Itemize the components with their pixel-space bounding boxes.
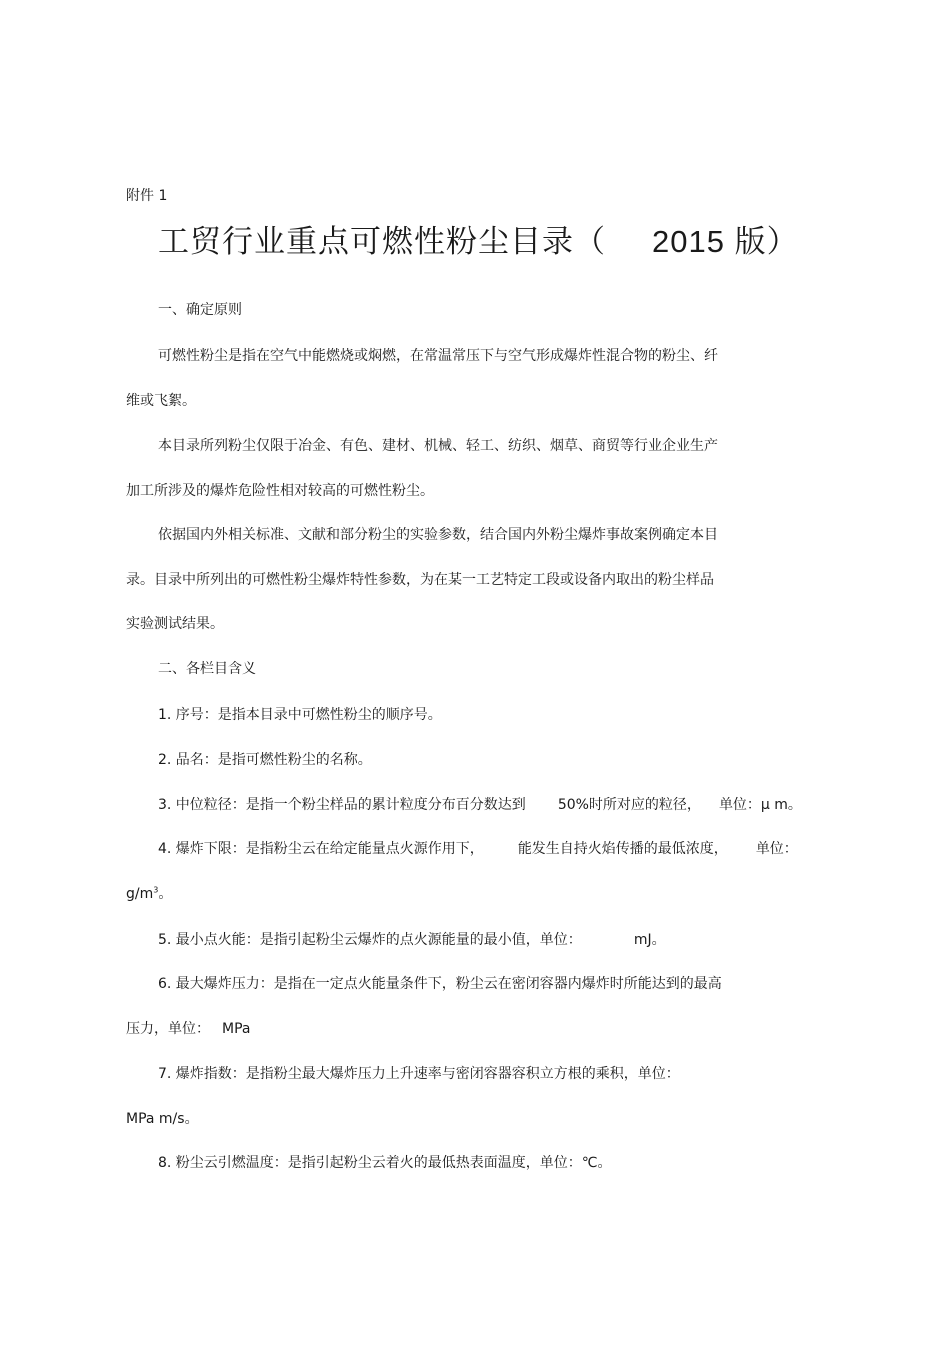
title-year: 2015 版）	[652, 224, 799, 259]
item-4-text: 4. 爆炸下限：是指粉尘云在给定能量点火源作用下，	[158, 841, 484, 857]
section1-p3-line1: 依据国内外相关标准、文献和部分粉尘的实验参数，结合国内外粉尘爆炸事故案例确定本目	[158, 527, 718, 543]
section1-p3-line3: 实验测试结果。	[126, 616, 224, 632]
item-6-line1: 6. 最大爆炸压力：是指在一定点火能量条件下，粉尘云在密闭容器内爆炸时所能达到的最高	[158, 976, 722, 992]
item-1: 1. 序号：是指本目录中可燃性粉尘的顺序号。	[158, 707, 442, 723]
item-4	[158, 839, 798, 859]
item-5-unit: mJ。	[633, 932, 666, 948]
item-5	[158, 930, 666, 950]
item-4-unit-value: g/m	[126, 886, 154, 902]
section2-heading: 二、各栏目含义	[158, 661, 256, 677]
document-title	[158, 222, 799, 262]
title-main: 工贸行业重点可燃性粉尘目录（	[158, 224, 606, 260]
item-3	[158, 795, 802, 815]
section1-p3-line2: 录。目录中所列出的可燃性粉尘爆炸特性参数，为在某一工艺特定工段或设备内取出的粉尘样品	[126, 572, 714, 588]
section1-p1-line2: 维或飞絮。	[126, 393, 196, 409]
section1-p1-line1: 可燃性粉尘是指在空气中能燃烧或焖燃，在常温常压下与空气形成爆炸性混合物的粉尘、纤	[158, 348, 718, 364]
item-4-unit	[126, 884, 172, 904]
item-2: 2. 品名：是指可燃性粉尘的名称。	[158, 752, 372, 768]
item-4-text-cont: 能发生自持火焰传播的最低浓度，	[517, 841, 728, 857]
item-4-unit-label: 单位：	[755, 841, 798, 857]
item-6-line2	[126, 1019, 250, 1039]
item-5-text: 5. 最小点火能：是指引起粉尘云爆炸的点火源能量的最小值，单位：	[158, 932, 582, 948]
section1-p2-line2: 加工所涉及的爆炸危险性相对较高的可燃性粉尘。	[126, 483, 434, 499]
item-3-unit: 单位：μ m。	[718, 797, 802, 813]
section1-p2-line1: 本目录所列粉尘仅限于冶金、有色、建材、机械、轻工、纺织、烟草、商贸等行业企业生产	[158, 438, 718, 454]
attachment-label: 附件 1	[126, 188, 168, 204]
item-7-line1: 7. 爆炸指数：是指粉尘最大爆炸压力上升速率与密闭容器容积立方根的乘积，单位：	[158, 1066, 680, 1082]
item-4-unit-end: 。	[158, 886, 173, 902]
item-8: 8. 粉尘云引燃温度：是指引起粉尘云着火的最低热表面温度，单位：℃。	[158, 1155, 612, 1171]
item-7-line2: MPa m/s。	[126, 1111, 199, 1127]
item-6-unit-label: 压力，单位：	[126, 1021, 210, 1037]
item-3-percent: 50%时所对应的粒径，	[557, 797, 701, 813]
item-3-text: 3. 中位粒径：是指一个粉尘样品的累计粒度分布百分数达到	[158, 797, 526, 813]
section1-heading: 一、确定原则	[158, 302, 242, 318]
item-4-unit-superscript: 3	[153, 885, 159, 895]
item-6-unit: MPa	[222, 1021, 251, 1037]
